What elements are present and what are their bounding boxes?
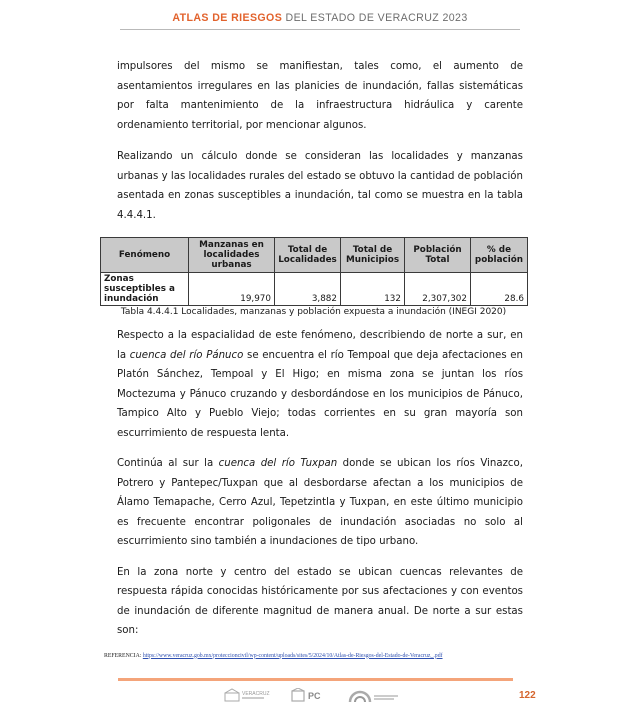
table-row [101,273,528,306]
paragraph-3-start: Respecto a la espacialidad de este fenómeno, describiendo de norte a sur, en la [117,330,523,361]
cell-localidades: 3,882 [275,273,341,306]
col-header-municipios: Total de Municipios [341,238,405,273]
paragraph-4 [117,454,523,552]
veracruz-logo-text: VERACRUZ [242,690,270,697]
paragraph-4-start: Continúa al sur la [117,458,219,469]
veracruz-emblem-icon [224,688,278,702]
paragraph-1: impulsores del mismo se manifiestan, tales como, el aumento de asentamientos irregulares en las planicies de inundación, fallas sistemáticas por falta mantenimiento de la infraestructura hidráulica y carente ordenamiento territorial, por mencionar algunos. [117,61,523,131]
paragraph-2: Realizando un cálculo donde se consideran las localidades y manzanas urbanas y las localidades rurales del estado se obtuvo la cantidad de población asentada en zonas susceptibles a inundación, tal como se muestra en la tabla 4.4.4.1. [117,151,523,221]
col-header-porcentaje: % de población [471,238,528,273]
col-header-poblacion: Población Total [405,238,471,273]
header-title: DEL ESTADO DE VERACRUZ 2023 [285,12,468,24]
col-header-manzanas: Manzanas en localidades urbanas [189,238,275,273]
table-caption: Tabla 4.4.4.1 Localidades, manzanas y población expuesta a inundación (INEGI 2020) [120,307,507,317]
col-header-fenomeno: Fenómeno [101,238,189,273]
civil-protection-icon [290,688,330,702]
population-exposure-table [100,237,528,306]
reference-link[interactable]: https://www.veracruz.gob.mx/proteccioncivil/wp-content/uploads/sites/5/2024/10/Atlas-de-Riesgos-del-Estado-de-Veracruz_.pdf [142,652,443,659]
arch-emblem-icon [348,688,408,702]
pc-logo-text: PC [308,690,321,701]
cell-manzanas: 19,970 [189,273,275,306]
paragraph-3 [117,326,523,443]
footer-logos [224,688,424,702]
col-header-localidades: Total de Localidades [275,238,341,273]
table-block [100,237,527,318]
page-footer [0,685,640,705]
body-text-top [117,30,523,225]
running-header [120,0,520,28]
paragraph-3-end: se encuentra el río Tempoal que deja afectaciones en Platón Sánchez, Tempoal y El Higo; en misma zona se juntan los ríos Moctezuma y Pánuco cruzando y desbordándose en los municipios de Pánuco, Tampico Alto y Pueblo Viejo; todas corrientes en su gran mayoría son escurrimiento de respuesta lenta. [117,349,524,439]
cell-poblacion: 2,307,302 [405,273,471,306]
basin-name-tuxpan: cuenca del río Tuxpan [218,458,338,469]
footer-divider [118,678,513,681]
table-header-row [101,238,528,273]
basin-name-panuco: cuenca del río Pánuco [129,349,244,361]
veracruz-logo [224,688,278,702]
pc-logo [290,688,330,702]
state-agency-logo [348,688,408,702]
header-brand: ATLAS DE RIESGOS [172,12,283,24]
paragraph-4-end: donde se ubican los ríos Vinazco, Potrero y Pantepec/Tuxpan que al desbordarse afectan a los municipios de Álamo Temapache, Cerro Azul, Tepetzintla y Tuxpan, en este último municipio es frecuente encontrar poligonales de inundación asociadas no solo al escurrimiento sino también a inundaciones de tipo urbano. [117,458,524,547]
body-text-bottom [117,318,523,641]
reference-note [104,652,640,660]
paragraph-5: En la zona norte y centro del estado se ubican cuencas relevantes de respuesta rápida conocidas históricamente por sus afectaciones y con eventos de inundación de diferente magnitud de manera anual. De norte a sur estas son: [117,566,523,636]
cell-fenomeno: Zonas susceptibles a inundación [101,273,189,306]
cell-porcentaje: 28.6 [471,273,528,306]
reference-label: REFERENCIA: [104,652,142,659]
cell-municipios: 132 [341,273,405,306]
page-number: 122 [519,689,536,701]
